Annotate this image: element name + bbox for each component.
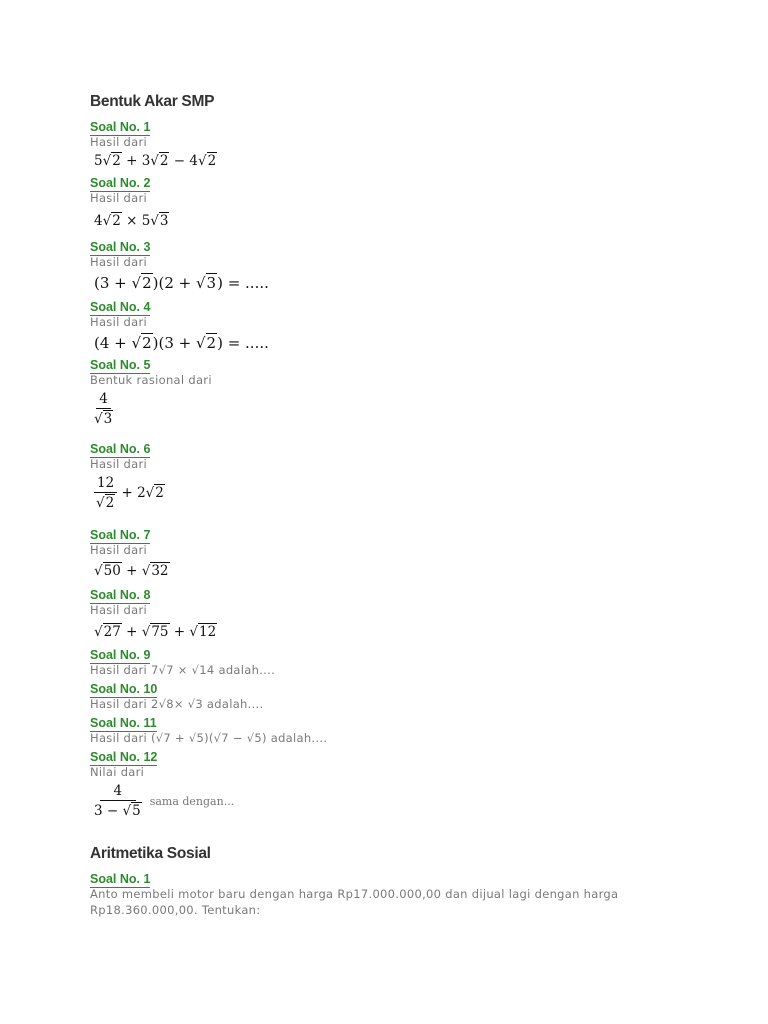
question-text-11: Hasil dari (√7 + √5)(√7 − √5) adalah....	[90, 731, 328, 745]
math-expression-1: 5√2 + 3√2 − 4√2	[94, 153, 217, 169]
fraction: $\frac{4}{√3}$	[94, 391, 113, 427]
question-text-9: Hasil dari 7√7 × √14 adalah....	[90, 663, 276, 677]
math-expression-5	[94, 390, 710, 432]
math-tail-4: = .....	[222, 334, 269, 352]
question-text-1: Hasil dari	[90, 135, 148, 149]
question-title-5[interactable]: Soal No. 5	[90, 358, 151, 372]
fraction: $\frac{12}{√2}$	[94, 474, 117, 513]
question-note-12: sama dengan...	[149, 794, 235, 808]
math-expression-6: $\frac{12}{√2}$ + 2√2	[95, 475, 164, 511]
aritmetika-question-title-1[interactable]: Soal No. 1	[90, 872, 151, 886]
question-title-12[interactable]: Soal No. 12	[90, 750, 158, 764]
question-text-10: Hasil dari 2√8× √3 adalah....	[90, 697, 264, 711]
question-title-8[interactable]: Soal No. 8	[90, 588, 151, 602]
aritmetika-question-text-1: Anto membeli motor baru dengan harga Rp17.000.000,00 dan dijual lagi dengan harga Rp18.360.000,00. Tentukan:	[90, 887, 619, 917]
question-title-4[interactable]: Soal No. 4	[90, 300, 151, 314]
question-text-7: Hasil dari	[90, 543, 148, 557]
question-title-2[interactable]: Soal No. 2	[90, 176, 151, 190]
math-expression-8: √27 + √75 + √12	[94, 624, 217, 640]
question-text-5: Bentuk rasional dari	[90, 373, 212, 387]
math-expression-12	[94, 782, 710, 826]
math-expression-7: √50 + √32	[94, 563, 169, 579]
math-expression-4: (4 + √2)(3 + √2) = .....	[94, 334, 269, 352]
fraction: $\frac{4}{3 - √5}$	[94, 783, 141, 819]
question-text-3: Hasil dari	[90, 255, 148, 269]
question-title-1[interactable]: Soal No. 1	[90, 120, 151, 134]
question-text-6: Hasil dari	[90, 457, 148, 471]
question-title-6[interactable]: Soal No. 6	[90, 442, 151, 456]
question-text-4: Hasil dari	[90, 315, 148, 329]
question-text-2: Hasil dari	[90, 191, 148, 205]
math-expression-2: 4√2 × 5√3	[94, 213, 169, 229]
section-title-aritmetika-sosial: Aritmetika Sosial	[90, 845, 211, 862]
math-expression-3: (3 + √2)(2 + √3) = .....	[94, 274, 269, 292]
question-title-10[interactable]: Soal No. 10	[90, 682, 158, 696]
document-page	[90, 92, 710, 918]
math-tail-3: = .....	[222, 274, 269, 292]
section-title-bentuk-akar: Bentuk Akar SMP	[90, 93, 215, 110]
question-title-9[interactable]: Soal No. 9	[90, 648, 151, 662]
question-title-3[interactable]: Soal No. 3	[90, 240, 151, 254]
question-text-12: Nilai dari	[90, 765, 145, 779]
question-text-8: Hasil dari	[90, 603, 148, 617]
question-title-11[interactable]: Soal No. 11	[90, 716, 157, 730]
question-title-7[interactable]: Soal No. 7	[90, 528, 151, 542]
